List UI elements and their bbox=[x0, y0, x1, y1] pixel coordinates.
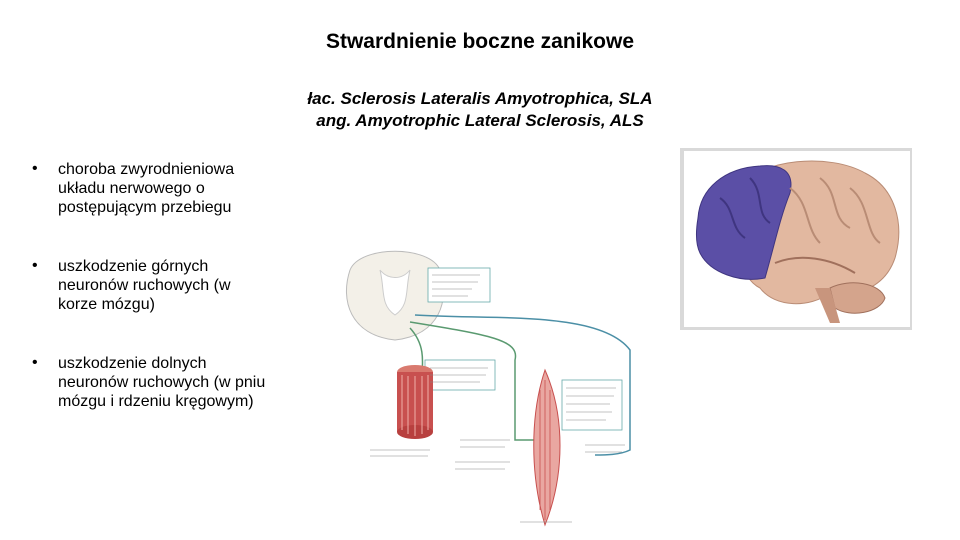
bullet-item bbox=[32, 160, 272, 217]
bullet-text: choroba zwyrodnieniowa układu nerwowego o postępującym przebiegu bbox=[58, 161, 235, 216]
bullet-dot-icon: • bbox=[32, 160, 38, 177]
bullet-dot-icon: • bbox=[32, 257, 38, 274]
brain-illustration bbox=[680, 148, 912, 330]
bullet-list bbox=[32, 160, 272, 451]
neuromuscular-pathway-diagram bbox=[340, 240, 680, 530]
slide-title: Stwardnienie boczne zanikowe bbox=[325, 30, 635, 53]
bullet-dot-icon: • bbox=[32, 354, 38, 371]
alternate-names bbox=[180, 88, 780, 132]
english-name: ang. Amyotrophic Lateral Sclerosis, ALS bbox=[316, 111, 644, 130]
latin-name: łac. Sclerosis Lateralis Amyotrophica, SLA bbox=[307, 89, 653, 108]
bullet-item bbox=[32, 257, 272, 314]
bullet-text: uszkodzenie górnych neuronów ruchowych (w korze mózgu) bbox=[58, 258, 231, 313]
bullet-item bbox=[32, 354, 272, 411]
bullet-text: uszkodzenie dolnych neuronów ruchowych (w pniu mózgu i rdzeniu kręgowym) bbox=[58, 355, 266, 410]
